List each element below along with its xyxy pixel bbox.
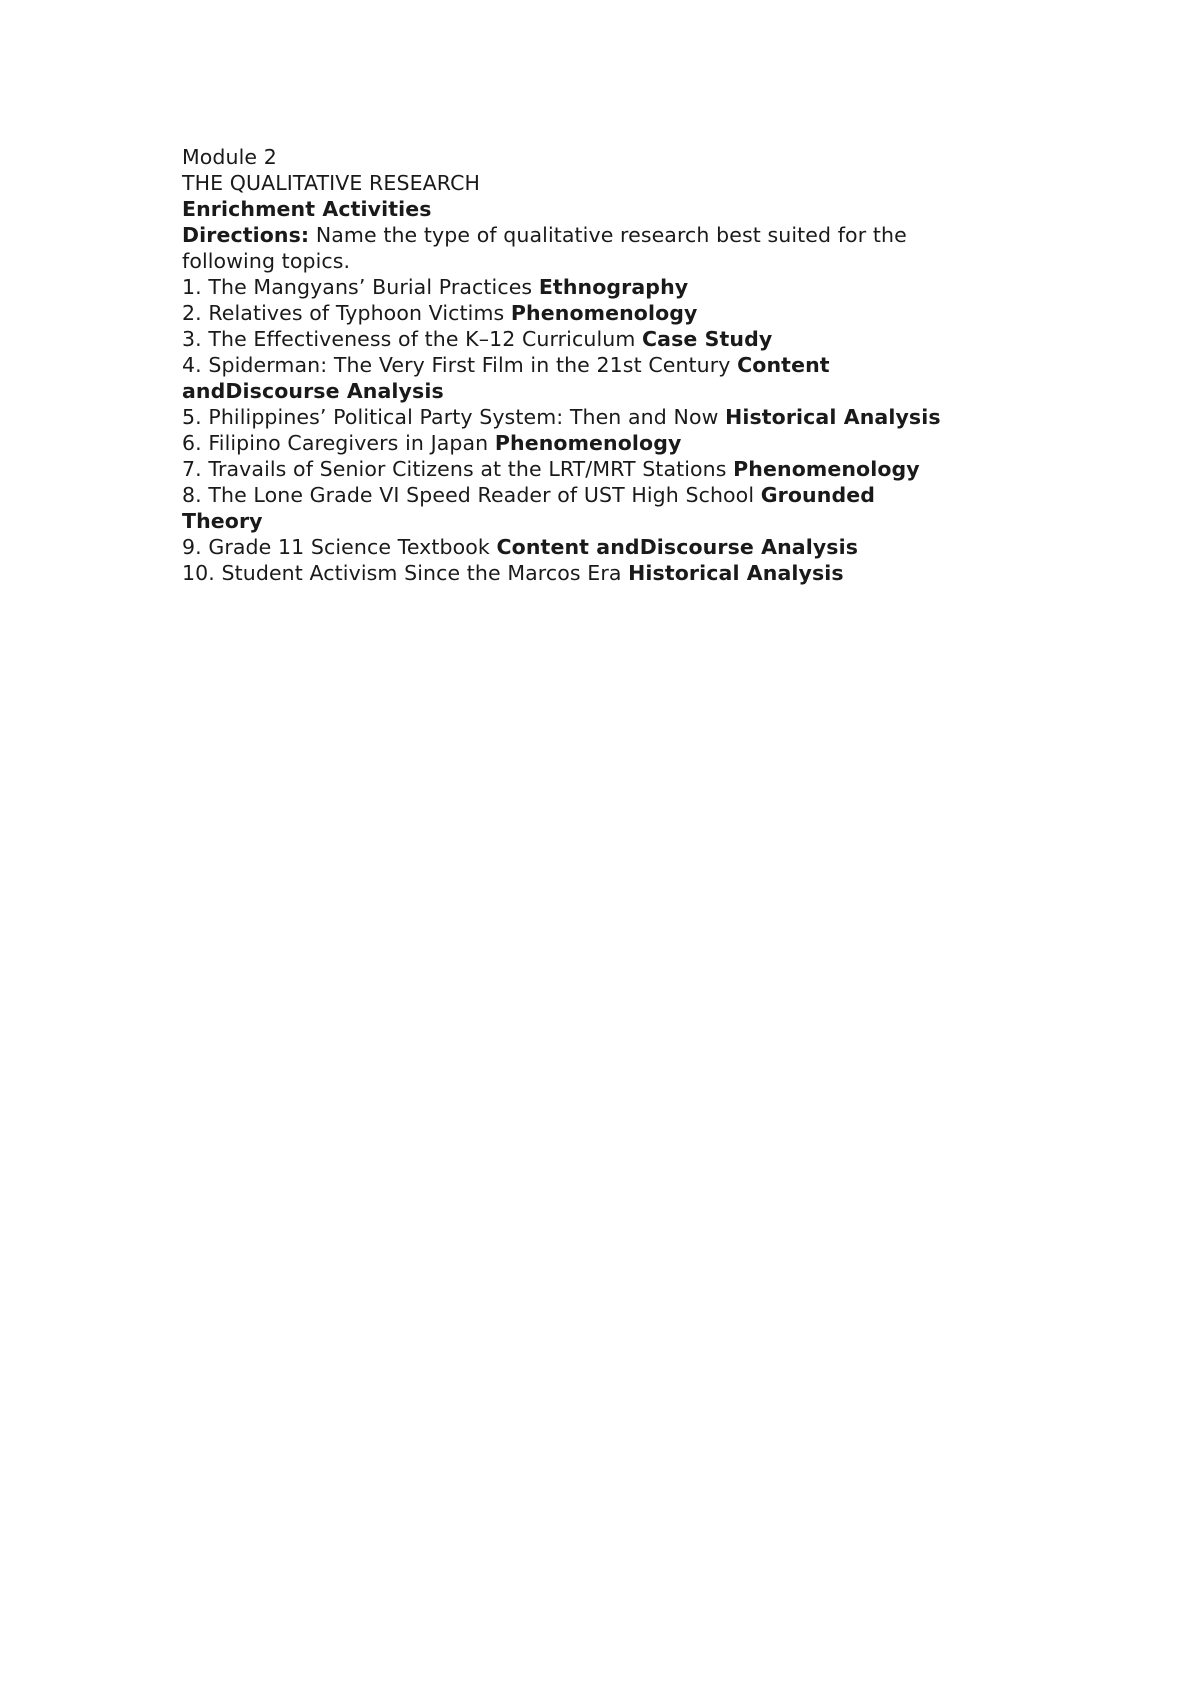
document-page [182, 144, 1042, 586]
module-label: Module 2 [182, 145, 277, 169]
list-item [182, 404, 1042, 430]
item-topic: 4. Spiderman: The Very First Film in the 21st Century [182, 353, 738, 377]
item-topic: 6. Filipino Caregivers in Japan [182, 431, 495, 455]
list-item [182, 482, 1042, 508]
item-topic: 5. Philippines’ Political Party System: Then and Now [182, 405, 726, 429]
list-item [182, 534, 1042, 560]
item-topic: 7. Travails of Senior Citizens at the LRT/MRT Stations [182, 457, 734, 481]
item-answer: Content andDiscourse Analysis [496, 535, 859, 559]
directions-continuation: following topics. [182, 249, 351, 273]
item-answer: Case Study [642, 327, 773, 351]
item-answer: Ethnography [538, 275, 689, 299]
item-topic: 10. Student Activism Since the Marcos Era [182, 561, 629, 585]
directions-line [182, 222, 1042, 248]
item-answer: Phenomenology [733, 457, 920, 481]
item-topic: 9. Grade 11 Science Textbook [182, 535, 497, 559]
item-answer: Historical Analysis [725, 405, 941, 429]
item-answer: Content [737, 353, 830, 377]
item-answer: Phenomenology [494, 431, 682, 455]
item-answer-continuation: Theory [182, 509, 263, 533]
list-item [182, 430, 1042, 456]
list-item [182, 560, 1042, 586]
list-item [182, 456, 1042, 482]
item-topic: 3. The Effectiveness of the K–12 Curriculum [182, 327, 643, 351]
item-answer-continuation: andDiscourse Analysis [182, 379, 444, 403]
list-item [182, 300, 1042, 326]
list-item [182, 352, 1042, 378]
directions-label: Directions: [182, 223, 310, 247]
document-title: THE QUALITATIVE RESEARCH [182, 171, 480, 195]
item-topic: 8. The Lone Grade VI Speed Reader of UST High School [182, 483, 761, 507]
item-topic: 2. Relatives of Typhoon Victims [182, 301, 511, 325]
item-answer: Phenomenology [510, 301, 698, 325]
directions-text: Name the type of qualitative research best suited for the [309, 223, 907, 247]
item-topic: 1. The Mangyans’ Burial Practices [182, 275, 539, 299]
item-answer: Historical Analysis [628, 561, 844, 585]
item-answer: Grounded [760, 483, 875, 507]
list-item [182, 274, 1042, 300]
section-heading: Enrichment Activities [182, 197, 432, 221]
list-item [182, 326, 1042, 352]
